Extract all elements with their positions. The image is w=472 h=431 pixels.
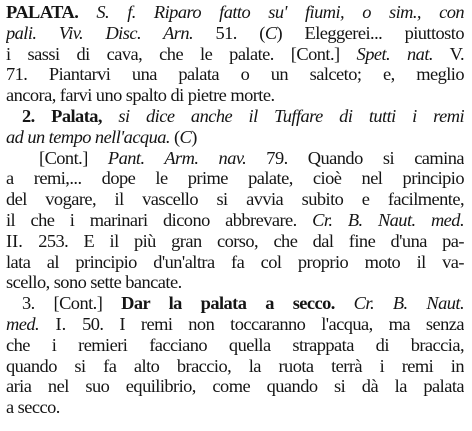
sense-2-line-5: del vogare, il vascello si avvia subito e facilmente, xyxy=(6,189,464,210)
source-citation: Pant. Arm. nav. xyxy=(107,147,247,168)
sense-3-line-6: a secco. xyxy=(6,397,60,418)
sense-3-line-5: aria nel suo equilibrio, come quando si dà la palata xyxy=(6,376,464,397)
definition-text: S. f. Riparo fatto su' fiumi, o sim., con xyxy=(96,2,464,22)
sense-2-line-2: ad un tempo nell'acqua. (C) xyxy=(6,126,197,147)
sense-2-line-7: II. 253. E il più gran corso, che dal fine d'una pa- xyxy=(6,230,464,251)
sense-number: 3. [Cont.] xyxy=(22,293,122,314)
sense-2-line-3: [Cont.] Pant. Arm. nav. 79. Quando si camina xyxy=(39,147,464,168)
sense-2-line-8: lata al principio d'un'altra fa col proprio moto il va- xyxy=(6,251,464,272)
headword: PALATA. xyxy=(6,2,79,22)
source-citation: Cr. B. Naut. med. xyxy=(312,209,464,230)
entry-line-5: ancora, farvi uno spalto di pietre morte. xyxy=(6,85,275,106)
sense-3-line-3: che i remieri facciano quella strappata di braccia, xyxy=(6,334,464,355)
sense-2-line-4: a remi,... dope le prime palate, cioè nel principio xyxy=(6,168,464,189)
sense-3-line-2: med. I. 50. I remi non toccaranno l'acqua, ma senza xyxy=(6,313,464,334)
source-citation: Cr. B. Naut. xyxy=(334,293,464,314)
sense-2-line-9: scello, sono sette bancate. xyxy=(6,272,182,293)
sense-headword: Dar la palata a secco. xyxy=(121,293,335,314)
sense-number: 2. xyxy=(22,105,52,126)
sense-3-line-1 xyxy=(6,293,464,314)
sense-2-line-1: 2. Palata, si dice anche il Tuffare di tutti i remi xyxy=(22,105,464,126)
source-citation: Viv. Disc. Arn. xyxy=(36,22,194,43)
entry-line-2: pali. Viv. Disc. Arn. 51. (C) Eleggerei... piuttosto xyxy=(6,22,464,43)
source-citation: Spet. nat. xyxy=(356,43,433,64)
sense-headword: Palata, xyxy=(51,105,102,126)
sense-2-line-6: il che i marinari dicono abbrevare. Cr. B. Naut. med. xyxy=(6,209,464,230)
entry-line-1 xyxy=(6,2,464,23)
entry-line-3: i sassi di cava, che le palate. [Cont.] Spet. nat. V. xyxy=(6,43,464,64)
entry-line-4: 71. Piantarvi una palata o un salceto; e, meglio xyxy=(6,64,464,85)
sense-3-line-4: quando si fa alto braccio, la ruota terrà i remi in xyxy=(6,355,464,376)
